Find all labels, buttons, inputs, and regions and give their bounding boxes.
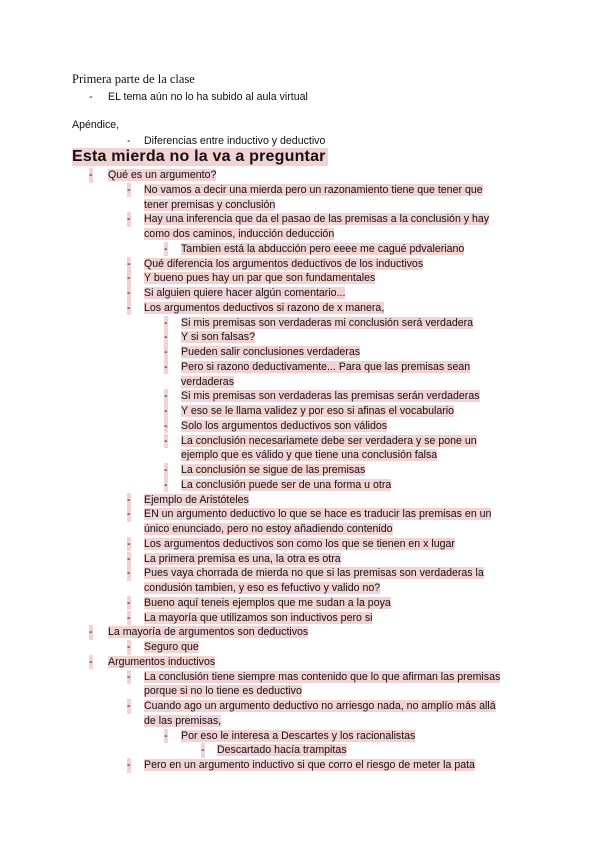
- bullet-dash: -: [164, 419, 168, 432]
- highlighted-text: EN un argumento deductivo lo que se hace es traducir las premisas en un: [144, 508, 492, 521]
- highlighted-text: Bueno aquí teneis ejemplos que me sudan a la poya: [144, 596, 391, 609]
- bullet-dash: -: [127, 611, 131, 624]
- appendix-item: Diferencias entre inductivo y deductivo: [144, 135, 326, 147]
- highlighted-text: de las premisas,: [144, 714, 222, 727]
- list-item: [181, 345, 360, 360]
- list-item: [144, 640, 199, 655]
- list-item-continuation: [181, 375, 234, 390]
- list-item-continuation: [144, 684, 302, 699]
- highlighted-text: Si mis premisas son verdaderas las premisas serán verdaderas: [181, 390, 480, 403]
- bullet-dash: -: [164, 390, 168, 403]
- highlighted-text: Si mis premisas son verdaderas mi conclusión será verdadera: [181, 316, 474, 329]
- bullet-dash: -: [127, 287, 131, 299]
- list-item: [144, 301, 384, 316]
- list-item-continuation: [144, 227, 334, 242]
- highlighted-text: Tambien está la abducción pero eeee me cagué pdvaleriano: [181, 242, 465, 255]
- highlighted-text: Pues vaya chorrada de mierda no que si las premisas son verdaderas la: [144, 567, 484, 580]
- list-item: [144, 537, 455, 552]
- bullet-dash: -: [127, 641, 131, 653]
- list-item-continuation: [144, 198, 275, 213]
- list-item: [217, 743, 347, 758]
- highlighted-text: La conclusión se sigue de las premisas: [181, 464, 366, 476]
- highlighted-text: La primera premisa es una, la otra es otra: [144, 552, 341, 565]
- list-item: [181, 242, 464, 257]
- highlighted-text: tener premisas y conclusión: [144, 198, 276, 211]
- list-item: [144, 271, 375, 286]
- list-item: [181, 330, 255, 345]
- list-item: [181, 389, 480, 404]
- highlighted-text: Seguro que: [144, 641, 199, 653]
- list-item: [181, 316, 473, 331]
- highlighted-text: La conclusión necesariamete debe ser verdadera y se pone un: [181, 434, 477, 447]
- bullet-dash: -: [127, 257, 131, 270]
- bullet-dash: -: [127, 596, 131, 609]
- list-item: [144, 257, 423, 272]
- highlighted-text: Qué es un argumento?: [108, 169, 217, 181]
- highlighted-text: porque si no lo tiene es deductivo: [144, 685, 302, 698]
- list-item-continuation: [144, 581, 380, 596]
- highlighted-text: Ejemplo de Aristóteles: [144, 493, 249, 506]
- bullet-dash: -: [127, 272, 131, 285]
- highlighted-text: Pero si razono deductivamente... Para que las premisas sean: [181, 360, 471, 373]
- list-item: [144, 507, 491, 522]
- highlighted-text: único enunciado, pero no estoy añadiendo contenido: [144, 523, 393, 535]
- appendix-label: Apéndice,: [72, 119, 120, 131]
- highlighted-text: Los argumentos deductivos son como los que se tienen en x lugar: [144, 537, 455, 550]
- list-item: [108, 625, 308, 640]
- highlighted-text: Y eso se le llama validez y por eso si afinas el vocabulario: [181, 405, 455, 417]
- highlighted-text: La conclusión tiene siempre mas contenido que lo que afirman las premisas: [144, 670, 501, 683]
- bullet-dash: -: [127, 135, 131, 147]
- bullet-dash: -: [164, 434, 168, 447]
- highlighted-text: Cuando ago un argumento deductivo no arriesgo nada, no amplío más allá: [144, 700, 496, 712]
- bullet-dash: -: [89, 655, 93, 668]
- highlighted-text: La mayoría que utilizamos son inductivos pero si: [144, 611, 373, 624]
- bullet-dash: -: [127, 670, 131, 683]
- highlighted-text: No vamos a decir una mierda pero un razonamiento tiene que tener que: [144, 183, 483, 196]
- bullet-dash: -: [201, 744, 205, 757]
- highlighted-text: Argumentos inductivos: [108, 655, 216, 668]
- highlighted-text: condusión tambien, y eso es fefuctivo y valido no?: [144, 582, 381, 594]
- bullet-dash: -: [89, 626, 93, 639]
- bullet-dash: -: [89, 91, 93, 103]
- highlighted-text: Hay una inferencia que da el pasao de las premisas a la conclusión y hay: [144, 213, 490, 226]
- list-item: [181, 434, 477, 449]
- list-item: [181, 360, 470, 375]
- bullet-dash: -: [164, 360, 168, 373]
- highlighted-text: Y bueno pues hay un par que son fundamentales: [144, 272, 376, 285]
- bullet-dash: -: [127, 759, 131, 771]
- list-item-continuation: [181, 448, 437, 463]
- highlighted-heading: Esta mierda no la va a preguntar: [72, 148, 326, 165]
- highlighted-text: Si alguien quiere hacer algún comentario...: [144, 287, 346, 299]
- list-item: [144, 212, 489, 227]
- bullet-dash: -: [127, 493, 131, 506]
- bullet-dash: -: [127, 213, 131, 226]
- list-item: [144, 758, 475, 773]
- highlighted-text: Y si son falsas?: [181, 331, 256, 344]
- highlighted-text: ejemplo que es válido y que tiene una conclusión falsa: [181, 449, 438, 462]
- bullet-dash: -: [127, 567, 131, 580]
- bullet-dash: -: [164, 405, 168, 417]
- bullet-dash: -: [127, 508, 131, 521]
- list-item: [144, 183, 483, 198]
- list-item: [144, 611, 372, 626]
- highlighted-text: La conclusión puede ser de una forma u otra: [181, 478, 392, 491]
- list-item: [144, 699, 496, 714]
- highlighted-text: Por eso le interesa a Descartes y los racionalistas: [181, 729, 416, 742]
- list-item-continuation: [144, 522, 393, 537]
- bullet-dash: -: [127, 183, 131, 196]
- list-item: [181, 419, 387, 434]
- list-item: [144, 493, 249, 508]
- list-item: [144, 566, 484, 581]
- list-item: [108, 655, 215, 670]
- bullet-dash: -: [164, 331, 168, 344]
- highlighted-text: Qué diferencia los argumentos deductivos de los inductivos: [144, 257, 424, 270]
- list-item: [144, 596, 391, 611]
- bullet-dash: -: [164, 242, 168, 255]
- bullet-dash: -: [164, 346, 168, 358]
- bullet-dash: -: [127, 537, 131, 550]
- list-item: [181, 463, 365, 478]
- list-item: [181, 729, 415, 744]
- highlighted-text: Los argumentos deductivos si razono de x manera,: [144, 301, 385, 314]
- list-item: [144, 286, 345, 301]
- highlighted-text: La mayoría de argumentos son deductivos: [108, 626, 309, 639]
- list-item: [181, 478, 391, 493]
- bullet-dash: -: [127, 301, 131, 314]
- bullet-dash: -: [164, 316, 168, 329]
- bullet-dash: -: [164, 464, 168, 476]
- list-item: [144, 670, 500, 685]
- bullet-dash: -: [164, 729, 168, 742]
- highlighted-text: Solo los argumentos deductivos son válidos: [181, 419, 388, 432]
- list-item: [144, 552, 341, 567]
- list-item: [181, 404, 454, 419]
- list-item-continuation: [144, 714, 221, 729]
- highlighted-text: Descartado hacía trampitas: [217, 744, 347, 757]
- bullet-dash: -: [89, 169, 93, 181]
- highlighted-text: como dos caminos, inducción deducción: [144, 228, 335, 240]
- highlighted-text: Pero en un argumento inductivo si que corro el riesgo de meter la pata: [144, 759, 475, 771]
- title-item: EL tema aún no lo ha subido al aula virtual: [108, 91, 308, 103]
- bullet-dash: -: [127, 700, 131, 712]
- list-item: [108, 168, 216, 183]
- highlighted-text: Pueden salir conclusiones verdaderas: [181, 346, 361, 358]
- bullet-dash: -: [164, 478, 168, 491]
- highlighted-text: verdaderas: [181, 375, 234, 388]
- bullet-dash: -: [127, 552, 131, 565]
- section-title: Primera parte de la clase: [72, 72, 195, 86]
